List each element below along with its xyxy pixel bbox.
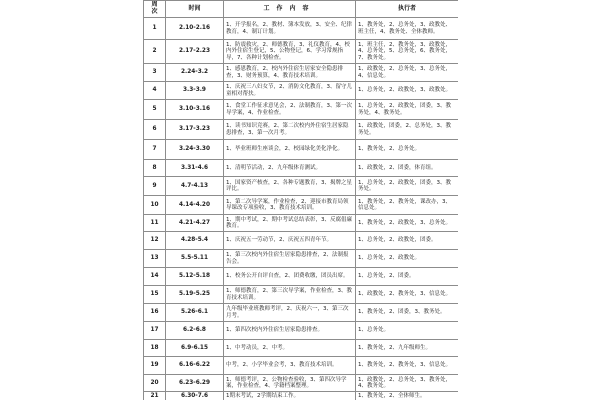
time-cell: 4.28-5.4 <box>166 232 224 250</box>
table-row <box>144 177 459 196</box>
time-cell: 4.21-4.27 <box>166 215 224 232</box>
table-row <box>144 82 459 100</box>
week-cell: 18 <box>144 340 166 357</box>
time-cell: 5.5-5.11 <box>166 250 224 268</box>
content-cell: 1、期中考试，2、期中考试总结表彰，3、反腐倡廉教育。 <box>224 215 356 232</box>
table-row <box>144 304 459 322</box>
week-cell: 4 <box>144 82 166 100</box>
header-row <box>144 1 459 18</box>
content-cell: 1、师德教育，2、第三次导学案，作业检查，3、教育技术培训。 <box>224 286 356 304</box>
week-cell: 3 <box>144 64 166 82</box>
time-cell: 3.3-3.9 <box>166 82 224 100</box>
time-cell: 2.10-2.16 <box>166 18 224 40</box>
time-cell: 6.23-6.29 <box>166 375 224 392</box>
executor-cell: 1、教务处，2、总务处，3、政教处、班主任，4、教务处、全体教师。 <box>356 18 459 40</box>
executor-cell: 1、总务处，2、政教处。 <box>356 250 459 268</box>
executor-cell: 1、教务处，2、政教处，3、总务处。 <box>356 215 459 232</box>
week-cell: 7 <box>144 140 166 160</box>
content-cell: 1、清明节活动，2、九年级体育测试。 <box>224 160 356 177</box>
content-cell: 1、校务公开自评自查，2、团费收缴，团员出席。 <box>224 268 356 286</box>
executor-cell: 1、教务处，2、团委，3、教务处。 <box>356 304 459 322</box>
executor-cell: 1、总务处。 <box>356 322 459 340</box>
week-cell: 10 <box>144 196 166 215</box>
time-cell: 3.17-3.23 <box>166 120 224 140</box>
table-row <box>144 375 459 392</box>
week-cell: 8 <box>144 160 166 177</box>
time-cell: 2.24-3.2 <box>166 64 224 82</box>
content-cell: 1、国家资产核查，2、各种专题教育，3、揭牌之星评比。 <box>224 177 356 196</box>
executor-cell: 1、总务处，2、政教处，3、政教处。 <box>356 82 459 100</box>
header-executor: 执行者 <box>356 1 459 18</box>
executor-cell: 1、政教处，2、团委，体育组。 <box>356 160 459 177</box>
executor-cell: 1、总务处，2、团委。 <box>356 268 459 286</box>
week-cell: 20 <box>144 375 166 392</box>
week-cell: 12 <box>144 232 166 250</box>
executor-cell: 1、教务处，2、总务处。 <box>356 140 459 160</box>
content-cell: 九年级毕业班教师考评，2、庆祝六一，3、第三次月考。 <box>224 304 356 322</box>
executor-cell: 1、班主任，2、教务处，3、政教处，4、总务处，5、总务处，6、教务处，7、教务处。 <box>356 40 459 64</box>
content-cell: 1、感恩教育，2、校内外住宿生居家安全隐患排查，3、财务预算，4、教育技术培训。 <box>224 64 356 82</box>
week-cell: 19 <box>144 357 166 375</box>
content-cell: 1、食堂工作征求意见会，2、法制教育，3、第一次导学案，4、作业检查。 <box>224 100 356 120</box>
executor-cell: 1、总务处，2、政教处，团委，3、教务处，4、教务处。 <box>356 100 459 120</box>
executor-cell: 1、总务处，2、政教处，团委，3、教务处。 <box>356 177 459 196</box>
executor-cell: 1、政教处，团委，2、总务处，3、教务处。 <box>356 120 459 140</box>
time-cell: 6.2-6.8 <box>166 322 224 340</box>
time-cell: 4.7-4.13 <box>166 177 224 196</box>
time-cell: 3.24-3.30 <box>166 140 224 160</box>
time-cell: 5.12-5.18 <box>166 268 224 286</box>
table-row <box>144 64 459 82</box>
time-cell: 6.30-7.6 <box>166 392 224 400</box>
table-row <box>144 18 459 40</box>
time-cell: 6.9-6.15 <box>166 340 224 357</box>
executor-cell: 1、教务处，2、九年级师生。 <box>356 340 459 357</box>
week-cell: 2 <box>144 40 166 64</box>
executor-cell: 1、总务处，2、政教处，团委。 <box>356 232 459 250</box>
table-row <box>144 322 459 340</box>
table-row <box>144 120 459 140</box>
content-cell: 1期末考试，2学期结束工作。 <box>224 392 356 400</box>
week-cell: 1 <box>144 18 166 40</box>
week-cell: 13 <box>144 250 166 268</box>
content-cell: 1、中考动员，2、中考。 <box>224 340 356 357</box>
content-cell: 中考，2、小学毕业会考，3、教育技术培训。 <box>224 357 356 375</box>
table-row <box>144 232 459 250</box>
executor-cell: 1、教务处，2、全体师生。 <box>356 392 459 400</box>
time-cell: 3.10-3.16 <box>166 100 224 120</box>
content-cell: 1、第二次导学案，作业检查，2、迎接市教育局领导课改专项验收，3、教育技术培训。 <box>224 196 356 215</box>
executor-cell: 1、教务处，2、教务处，课改办，3、信息处。 <box>356 196 459 215</box>
content-cell: 1、开学报名，2、教材、簿本发放，3、安全、纪律教育，4、制订计划。 <box>224 18 356 40</box>
content-cell: 1、读书知识竞赛，2、第二次校内外住宿生居家隐患排查，3、第一次月考。 <box>224 120 356 140</box>
content-cell: 1、第三次校内外住宿生居家隐患排查，2、法制报告会。 <box>224 250 356 268</box>
week-cell: 21 <box>144 392 166 400</box>
table-row <box>144 140 459 160</box>
table-row <box>144 215 459 232</box>
content-cell: 1、庆祝三八妇女节，2、消防文化教育，3、留守儿童相对帮扶。 <box>224 82 356 100</box>
content-cell: 1、毕业班师生座谈会，2、校园绿化美化净化。 <box>224 140 356 160</box>
time-cell: 6.16-6.22 <box>166 357 224 375</box>
header-week <box>144 1 166 18</box>
content-cell: 1、防震救灾，2、师德教育，3、礼仪教育，4、校内外住宿生登记，5、公物登记，6、学习常规指导，7、各种计划检查。 <box>224 40 356 64</box>
table-row <box>144 392 459 400</box>
table-row <box>144 286 459 304</box>
table-row <box>144 40 459 64</box>
table-row <box>144 340 459 357</box>
table-row <box>144 196 459 215</box>
header-content: 工作内容 <box>224 1 356 18</box>
table-row <box>144 268 459 286</box>
time-cell: 4.14-4.20 <box>166 196 224 215</box>
time-cell: 5.26-6.1 <box>166 304 224 322</box>
week-cell: 11 <box>144 215 166 232</box>
time-cell: 2.17-2.23 <box>166 40 224 64</box>
executor-cell: 1、政教处，2、教务处，3、信息处。 <box>356 286 459 304</box>
schedule-table <box>143 0 458 400</box>
executor-cell: 1、教务处，2、教务处，3、信息处。 <box>356 357 459 375</box>
week-cell: 16 <box>144 304 166 322</box>
week-cell: 14 <box>144 268 166 286</box>
time-cell: 3.31-4.6 <box>166 160 224 177</box>
week-cell: 15 <box>144 286 166 304</box>
executor-cell: 1、政教处，2、总务处，3、总务处，4、信息处。 <box>356 64 459 82</box>
table-row <box>144 250 459 268</box>
schedule-table-container <box>143 0 458 400</box>
content-cell: 1、师德考评，2、公物检查验收，3、第四次导学案，作业检查，4、学籍档案整理。 <box>224 375 356 392</box>
week-cell: 17 <box>144 322 166 340</box>
table-row <box>144 357 459 375</box>
header-time: 时间 <box>166 1 224 18</box>
time-cell: 5.19-5.25 <box>166 286 224 304</box>
week-cell: 5 <box>144 100 166 120</box>
executor-cell: 1、政教处，2、总务处，3、教务处，4、教务处。 <box>356 375 459 392</box>
table-row <box>144 100 459 120</box>
content-cell: 1、庆祝五一劳动节，2、庆祝五四青年节。 <box>224 232 356 250</box>
header-week-label: 周次 <box>151 1 158 15</box>
week-cell: 9 <box>144 177 166 196</box>
table-row <box>144 160 459 177</box>
content-cell: 1、第四次校内外住宿生居家隐患排查。 <box>224 322 356 340</box>
week-cell: 6 <box>144 120 166 140</box>
